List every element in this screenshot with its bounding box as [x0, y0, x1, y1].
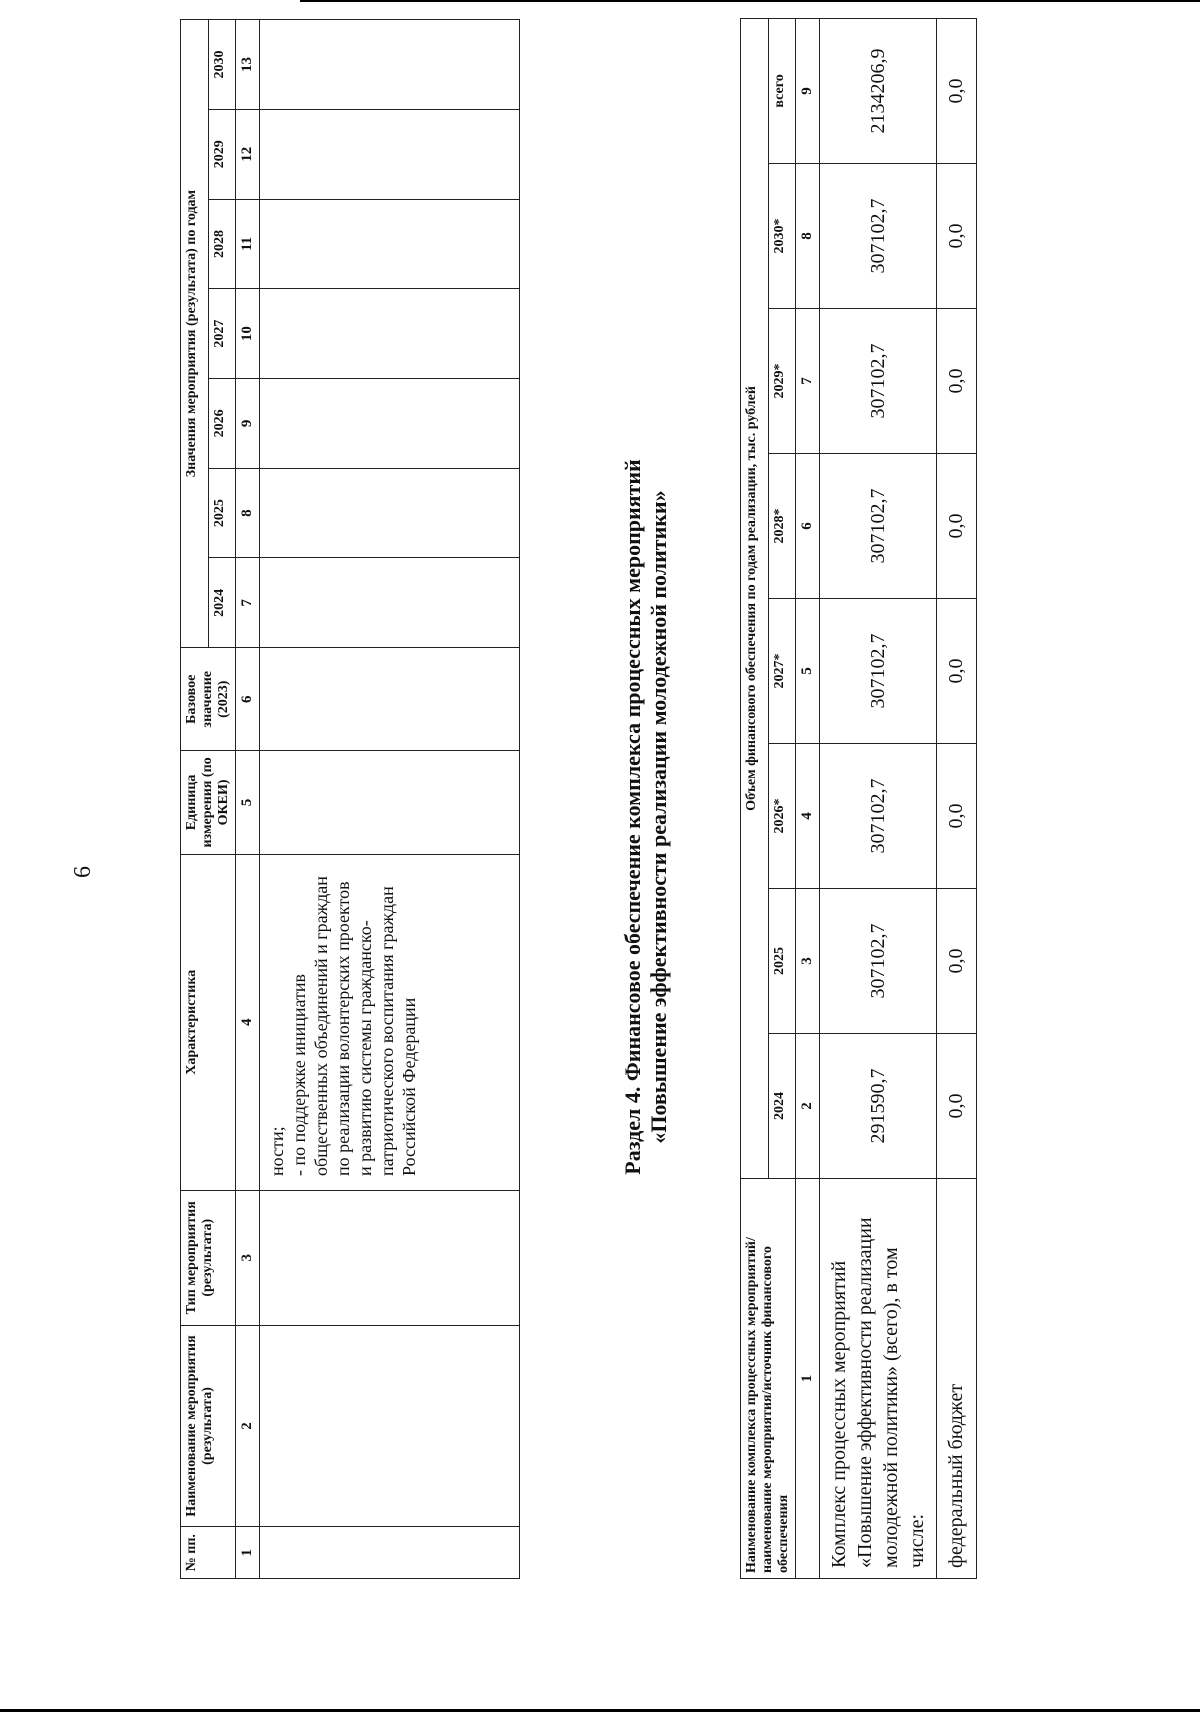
column-number: 5: [236, 751, 260, 854]
header-year: 2028*: [768, 454, 796, 599]
row-value: 307102,7: [820, 309, 937, 454]
column-number: 1: [796, 1179, 820, 1579]
column-number: 3: [796, 889, 820, 1034]
header-year: 2027*: [768, 599, 796, 744]
column-number: 10: [236, 289, 260, 379]
column-number: 2: [236, 1325, 260, 1527]
column-number: 6: [796, 454, 820, 599]
header-unit: Единица измерения (по ОКЕИ): [181, 751, 236, 854]
column-number: 3: [236, 1190, 260, 1325]
page-number: 6: [70, 866, 96, 878]
header-name: Наименование комплекса процессных мероприятий/наименование мероприятия/источник финансового обеспечения: [741, 1179, 796, 1579]
header-year: 2024: [768, 1034, 796, 1179]
column-number: 2: [796, 1034, 820, 1179]
header-year: 2027: [208, 289, 236, 379]
header-values-by-year: Значения мероприятия (результата) по годам: [181, 20, 209, 648]
row-name: федеральный бюджет: [937, 1179, 977, 1579]
row-value: 307102,7: [820, 744, 937, 889]
row-value: 0,0: [937, 164, 977, 309]
header-volume: Объем финансового обеспечения по годам реализации, тыс. рублей: [741, 18, 769, 1178]
column-number: 7: [796, 309, 820, 454]
header-year: 2030*: [768, 164, 796, 309]
column-number-row: [796, 18, 820, 1578]
header-characteristic: Характеристика: [181, 854, 236, 1190]
header-type: Тип мероприятия (результата): [181, 1190, 236, 1325]
row-value: 307102,7: [820, 889, 937, 1034]
column-number: 4: [236, 854, 260, 1190]
finance-table: [740, 18, 977, 1579]
row-value: 307102,7: [820, 454, 937, 599]
column-number: 11: [236, 199, 260, 289]
header-year: 2029: [208, 109, 236, 199]
section-title-line: «Повышение эффективности реализации молодежной политики»: [646, 490, 671, 1144]
row-value: 0,0: [937, 454, 977, 599]
header-num: № пп.: [181, 1527, 236, 1579]
column-number: 6: [236, 648, 260, 751]
measures-table: [180, 19, 520, 1579]
row-value: 307102,7: [820, 164, 937, 309]
section-title-line: Раздел 4. Финансовое обеспечение комплекса процессных мероприятий: [620, 459, 645, 1175]
header-year: 2026: [208, 379, 236, 469]
header-base: Базовое значение (2023): [181, 648, 236, 751]
header-year: 2028: [208, 199, 236, 289]
row-name: Комплекс процессных мероприятий «Повышение эффективности реализации молодежной политики» (всего), в том числе:: [820, 1179, 937, 1579]
table-row: [260, 20, 520, 1579]
column-number: 7: [236, 558, 260, 648]
header-total: всего: [768, 18, 796, 163]
row-value: 0,0: [937, 889, 977, 1034]
column-number: 13: [236, 20, 260, 110]
row-value: 0,0: [937, 1034, 977, 1179]
column-number: 5: [796, 599, 820, 744]
header-year: 2029*: [768, 309, 796, 454]
scan-edge-top: [300, 0, 1200, 2]
header-year: 2026*: [768, 744, 796, 889]
table-row: [820, 18, 937, 1578]
row-value: 0,0: [937, 744, 977, 889]
scan-edge-bottom: [0, 1709, 1200, 1712]
header-name: Наименование мероприятия (результата): [181, 1325, 236, 1527]
section-title: [620, 217, 672, 1417]
column-number: 9: [236, 379, 260, 469]
row-total: 2134206,9: [820, 18, 937, 163]
column-number: 4: [796, 744, 820, 889]
column-number: 9: [796, 18, 820, 163]
row-value: 0,0: [937, 309, 977, 454]
header-year: 2025: [768, 889, 796, 1034]
header-year: 2025: [208, 468, 236, 558]
row-value: 0,0: [937, 599, 977, 744]
row-value: 291590,7: [820, 1034, 937, 1179]
column-number: 12: [236, 109, 260, 199]
column-number-row: [236, 20, 260, 1579]
row-value: 307102,7: [820, 599, 937, 744]
header-year: 2024: [208, 558, 236, 648]
header-year: 2030: [208, 20, 236, 110]
column-number: 1: [236, 1527, 260, 1579]
column-number: 8: [796, 164, 820, 309]
row-total: 0,0: [937, 18, 977, 163]
column-number: 8: [236, 468, 260, 558]
table-row: [937, 18, 977, 1578]
characteristic-text: ности; - по поддержке инициатив общественных объединений и граждан по реализации волонтерских проектов и развитию системы гражданско-патриотического воспитания граждан Российской Федерации: [260, 854, 520, 1190]
